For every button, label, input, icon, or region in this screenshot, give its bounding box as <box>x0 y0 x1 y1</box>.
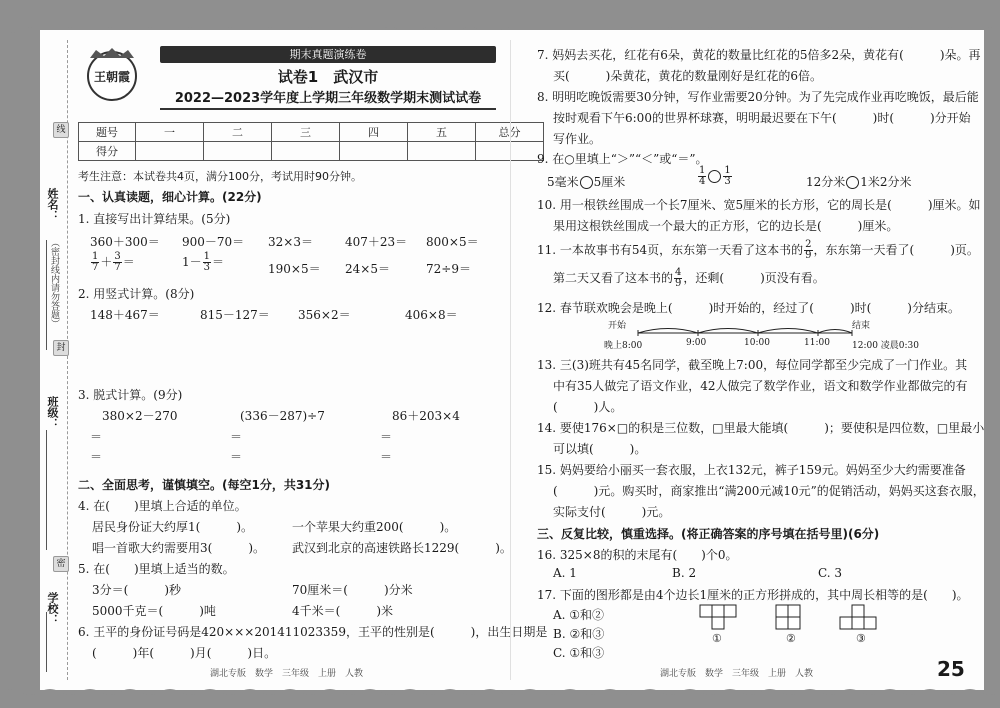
timeline-tick-label: 10:00 <box>744 338 770 348</box>
section-2-heading: 二、全面思考，谨慎填空。(每空1分，共31分) <box>78 478 331 492</box>
blank-circle[interactable] <box>846 176 859 189</box>
fraction: $\frac{3}{7}$ <box>114 251 121 273</box>
q1-item: 800×5＝ <box>426 235 479 249</box>
timeline-tick-label: 晚上8:00 <box>604 341 643 351</box>
header-rule <box>160 108 496 110</box>
q3-item: (336－287)÷7 <box>240 409 325 423</box>
q7-continuation: 买( )朵黄花，黄花的数量刚好是红花的6倍。 <box>553 69 822 83</box>
q16-option[interactable]: C. 3 <box>818 566 843 580</box>
school-label: 学校： <box>46 592 59 625</box>
score-cell[interactable] <box>340 142 408 161</box>
q2-item: 406×8＝ <box>405 308 458 322</box>
svg-text:王朝霞: 王朝霞 <box>93 70 131 84</box>
q3-equals: ＝ <box>90 430 103 444</box>
q13-continuation: ( )人。 <box>553 400 623 414</box>
score-header-cell: 二 <box>204 123 272 142</box>
q13-stem: 13. 三(3)班共有45名同学，截至晚上7:00，每位同学都至少完成了一门作业。其 <box>537 358 968 372</box>
q2-item: 815－127＝ <box>200 308 270 322</box>
q2-stem: 2. 用竖式计算。(8分) <box>78 287 195 301</box>
q3-equals: ＝ <box>230 430 243 444</box>
section-3-heading: 三、反复比较，慎重选择。(将正确答案的序号填在括号里)(6分) <box>537 527 880 541</box>
figure-label: ② <box>786 632 796 645</box>
binding-tag-secret: 密 <box>53 556 69 572</box>
score-header-cell: 总分 <box>476 123 544 142</box>
q3-item: 86＋203×4 <box>392 409 460 423</box>
q9-item-1: 5毫米 5厘米 <box>547 175 626 189</box>
q3-equals: ＝ <box>90 450 103 464</box>
score-row <box>79 142 544 161</box>
score-header-cell: 四 <box>340 123 408 142</box>
fraction: $\frac{2}{9}$ <box>805 239 812 261</box>
q3-stem: 3. 脱式计算。(9分) <box>78 388 183 402</box>
q5-item: 3分＝( )秒 <box>92 583 181 597</box>
q8-continuation: 按时观看下午6:00的世界杯球赛，明明最迟要在下午( )时( )分开始 <box>553 111 971 125</box>
timeline-start-label: 开始 <box>608 321 627 331</box>
q4-stem: 4. 在( )里填上合适的单位。 <box>78 499 247 513</box>
q4-item: 武汉到北京的高速铁路长1229( )。 <box>292 541 512 555</box>
column-divider <box>510 40 511 680</box>
q8-continuation: 写作业。 <box>553 132 602 146</box>
q1-item: 407＋23＝ <box>345 235 408 249</box>
q6-continuation: ( )年( )月( )日。 <box>92 646 277 660</box>
q3-equals: ＝ <box>380 430 393 444</box>
class-line <box>46 430 47 550</box>
figure-label: ① <box>712 632 722 645</box>
class-label: 班级： <box>46 396 59 429</box>
q15-stem: 15. 妈妈要给小丽买一套衣服，上衣132元，裤子159元。妈妈至少大约需要准备 <box>537 463 966 477</box>
q10-continuation: 果用这根铁丝围成一个最大的正方形，它的边长是( )厘米。 <box>553 219 899 233</box>
q6-stem: 6. 王平的身份证号码是420×××201411023359，王平的性别是( )，出生日期是 <box>78 625 548 639</box>
score-header-cell: 五 <box>408 123 476 142</box>
blank-circle[interactable] <box>580 176 593 189</box>
q1-item: 72÷9＝ <box>426 262 471 276</box>
q15-continuation: ( )元。购买时，商家推出“满200元减10元”的促销活动，妈妈买这套衣服， <box>553 484 985 498</box>
q11-stem: 11. 一本故事书有54页，东东第一天看了这本书的 $\frac{2}{9}$ ，东东第一天看了( )页。 <box>537 239 979 261</box>
q2-item: 148＋467＝ <box>90 308 160 322</box>
q14-continuation: 可以填( )。 <box>553 442 647 456</box>
q16-option[interactable]: B. 2 <box>672 566 697 580</box>
q1-fraction-sum: $\frac{1}{7}$ ＋ $\frac{3}{7}$ ＝ <box>92 251 135 273</box>
q4-item: 一个苹果大约重200( )。 <box>292 520 457 534</box>
fraction: $\frac{1}{4}$ <box>699 165 706 187</box>
q17-option[interactable]: B. ②和③ <box>553 627 605 641</box>
q5-item: 4千米＝( )米 <box>292 604 393 618</box>
banner-title: 期末真题演练卷 <box>160 46 496 63</box>
score-header-cell: 题号 <box>79 123 136 142</box>
section-1-heading: 一、认真读题，细心计算。(22分) <box>78 190 262 204</box>
q7-stem: 7. 妈妈去买花，红花有6朵，黄花的数量比红花的5倍多2朵，黄花有( )朵。再 <box>537 48 981 62</box>
notice-text: 考生注意：本试卷共4页，满分100分，考试用时90分钟。 <box>78 170 362 183</box>
q2-item: 356×2＝ <box>298 308 351 322</box>
score-header-cell: 三 <box>272 123 340 142</box>
score-cell[interactable] <box>204 142 272 161</box>
name-line <box>46 240 47 350</box>
score-table <box>78 122 544 161</box>
score-row-label: 得分 <box>79 142 136 161</box>
score-cell[interactable] <box>272 142 340 161</box>
q16-option[interactable]: A. 1 <box>553 566 577 580</box>
q1-item: 24×5＝ <box>345 262 390 276</box>
footer-right: 湖北专版 数学 三年级 上册 人教 <box>660 669 814 679</box>
fraction: $\frac{4}{9}$ <box>675 267 682 289</box>
timeline-tick-label: 9:00 <box>686 338 707 348</box>
timeline-tick-label: 12:00 凌晨0:30 <box>852 341 920 351</box>
footer-left: 湖北专版 数学 三年级 上册 人教 <box>210 669 364 679</box>
page-number: 25 <box>937 657 965 681</box>
q4-item: 唱一首歌大约需要用3( )。 <box>92 541 265 555</box>
score-cell[interactable] <box>136 142 204 161</box>
q1-item: 32×3＝ <box>268 235 313 249</box>
q3-item: 380×2－270 <box>102 409 178 423</box>
timeline-tick-label: 11:00 <box>804 338 830 348</box>
q1-item: 360＋300＝ <box>90 235 160 249</box>
q5-item: 70厘米＝( )分米 <box>292 583 413 597</box>
q3-equals: ＝ <box>380 450 393 464</box>
fraction: $\frac{1}{3}$ <box>724 165 731 187</box>
name-label: 姓名： <box>46 188 59 221</box>
q1-item: 900－70＝ <box>182 235 245 249</box>
q3-equals: ＝ <box>230 450 243 464</box>
binding-note: （密封线内请勿答题） <box>49 238 59 328</box>
q17-option[interactable]: A. ①和② <box>553 608 605 622</box>
q1-item: 190×5＝ <box>268 262 321 276</box>
score-header-cell: 一 <box>136 123 204 142</box>
q4-item: 居民身份证大约厚1( )。 <box>92 520 253 534</box>
q15-continuation: 实际支付( )元。 <box>553 505 671 519</box>
binding-tag-line: 线 <box>53 122 69 138</box>
q12-stem: 12. 春节联欢晚会是晚上( )时开始的，经过了( )时( )分结束。 <box>537 301 960 315</box>
q8-stem: 8. 明明吃晚饭需要30分钟，写作业需要20分钟。为了先完成作业再吃晚饭，最后能 <box>537 90 979 104</box>
q1-fraction-diff: 1－ $\frac{1}{3}$ ＝ <box>182 251 225 273</box>
figure-label: ③ <box>856 632 866 645</box>
q17-stem: 17. 下面的图形都是由4个边长1厘米的正方形拼成的，其中周长相等的是( )。 <box>537 588 969 602</box>
binding-tag-seal: 封 <box>53 340 69 356</box>
timeline-end-label: 结束 <box>852 321 871 331</box>
q13-continuation: 中有35人做完了语文作业，42人做完了数学作业，语文和数学作业都做完的有 <box>553 379 968 393</box>
fraction: $\frac{1}{7}$ <box>92 251 99 273</box>
q9-stem: 9. 在○里填上“＞”“＜”或“＝”。 <box>537 152 708 166</box>
q1-stem: 1. 直接写出计算结果。(5分) <box>78 212 231 226</box>
page-bottom-wave <box>0 688 1000 708</box>
q10-stem: 10. 用一根铁丝围成一个长7厘米、宽5厘米的长方形，它的周长是( )厘米。如 <box>537 198 981 212</box>
q11-continuation: 第二天又看了这本书的 $\frac{4}{9}$ ，还剩( )页没有看。 <box>553 267 825 289</box>
fraction: $\frac{1}{3}$ <box>203 251 211 273</box>
exam-subtitle: 2022—2023学年度上学期三年级数学期末测试试卷 <box>174 91 482 106</box>
q5-item: 5000千克＝( )吨 <box>92 604 216 618</box>
q16-stem: 16. 325×8的积的末尾有( )个0。 <box>537 548 738 562</box>
q17-option[interactable]: C. ①和③ <box>553 646 605 660</box>
q14-stem: 14. 要使176×□的积是三位数，□里最大能填( )；要使积是四位数，□里最小 <box>537 421 985 435</box>
blank-circle[interactable] <box>708 170 721 183</box>
q9-item-3: 12分米 1米2分米 <box>806 175 912 189</box>
q5-stem: 5. 在( )里填上适当的数。 <box>78 562 235 576</box>
exam-title: 试卷1 武汉市 <box>277 68 379 86</box>
score-header-row <box>79 123 544 142</box>
score-cell[interactable] <box>408 142 476 161</box>
q9-item-2 <box>697 166 733 187</box>
school-line <box>46 612 47 672</box>
publisher-logo <box>74 44 150 108</box>
